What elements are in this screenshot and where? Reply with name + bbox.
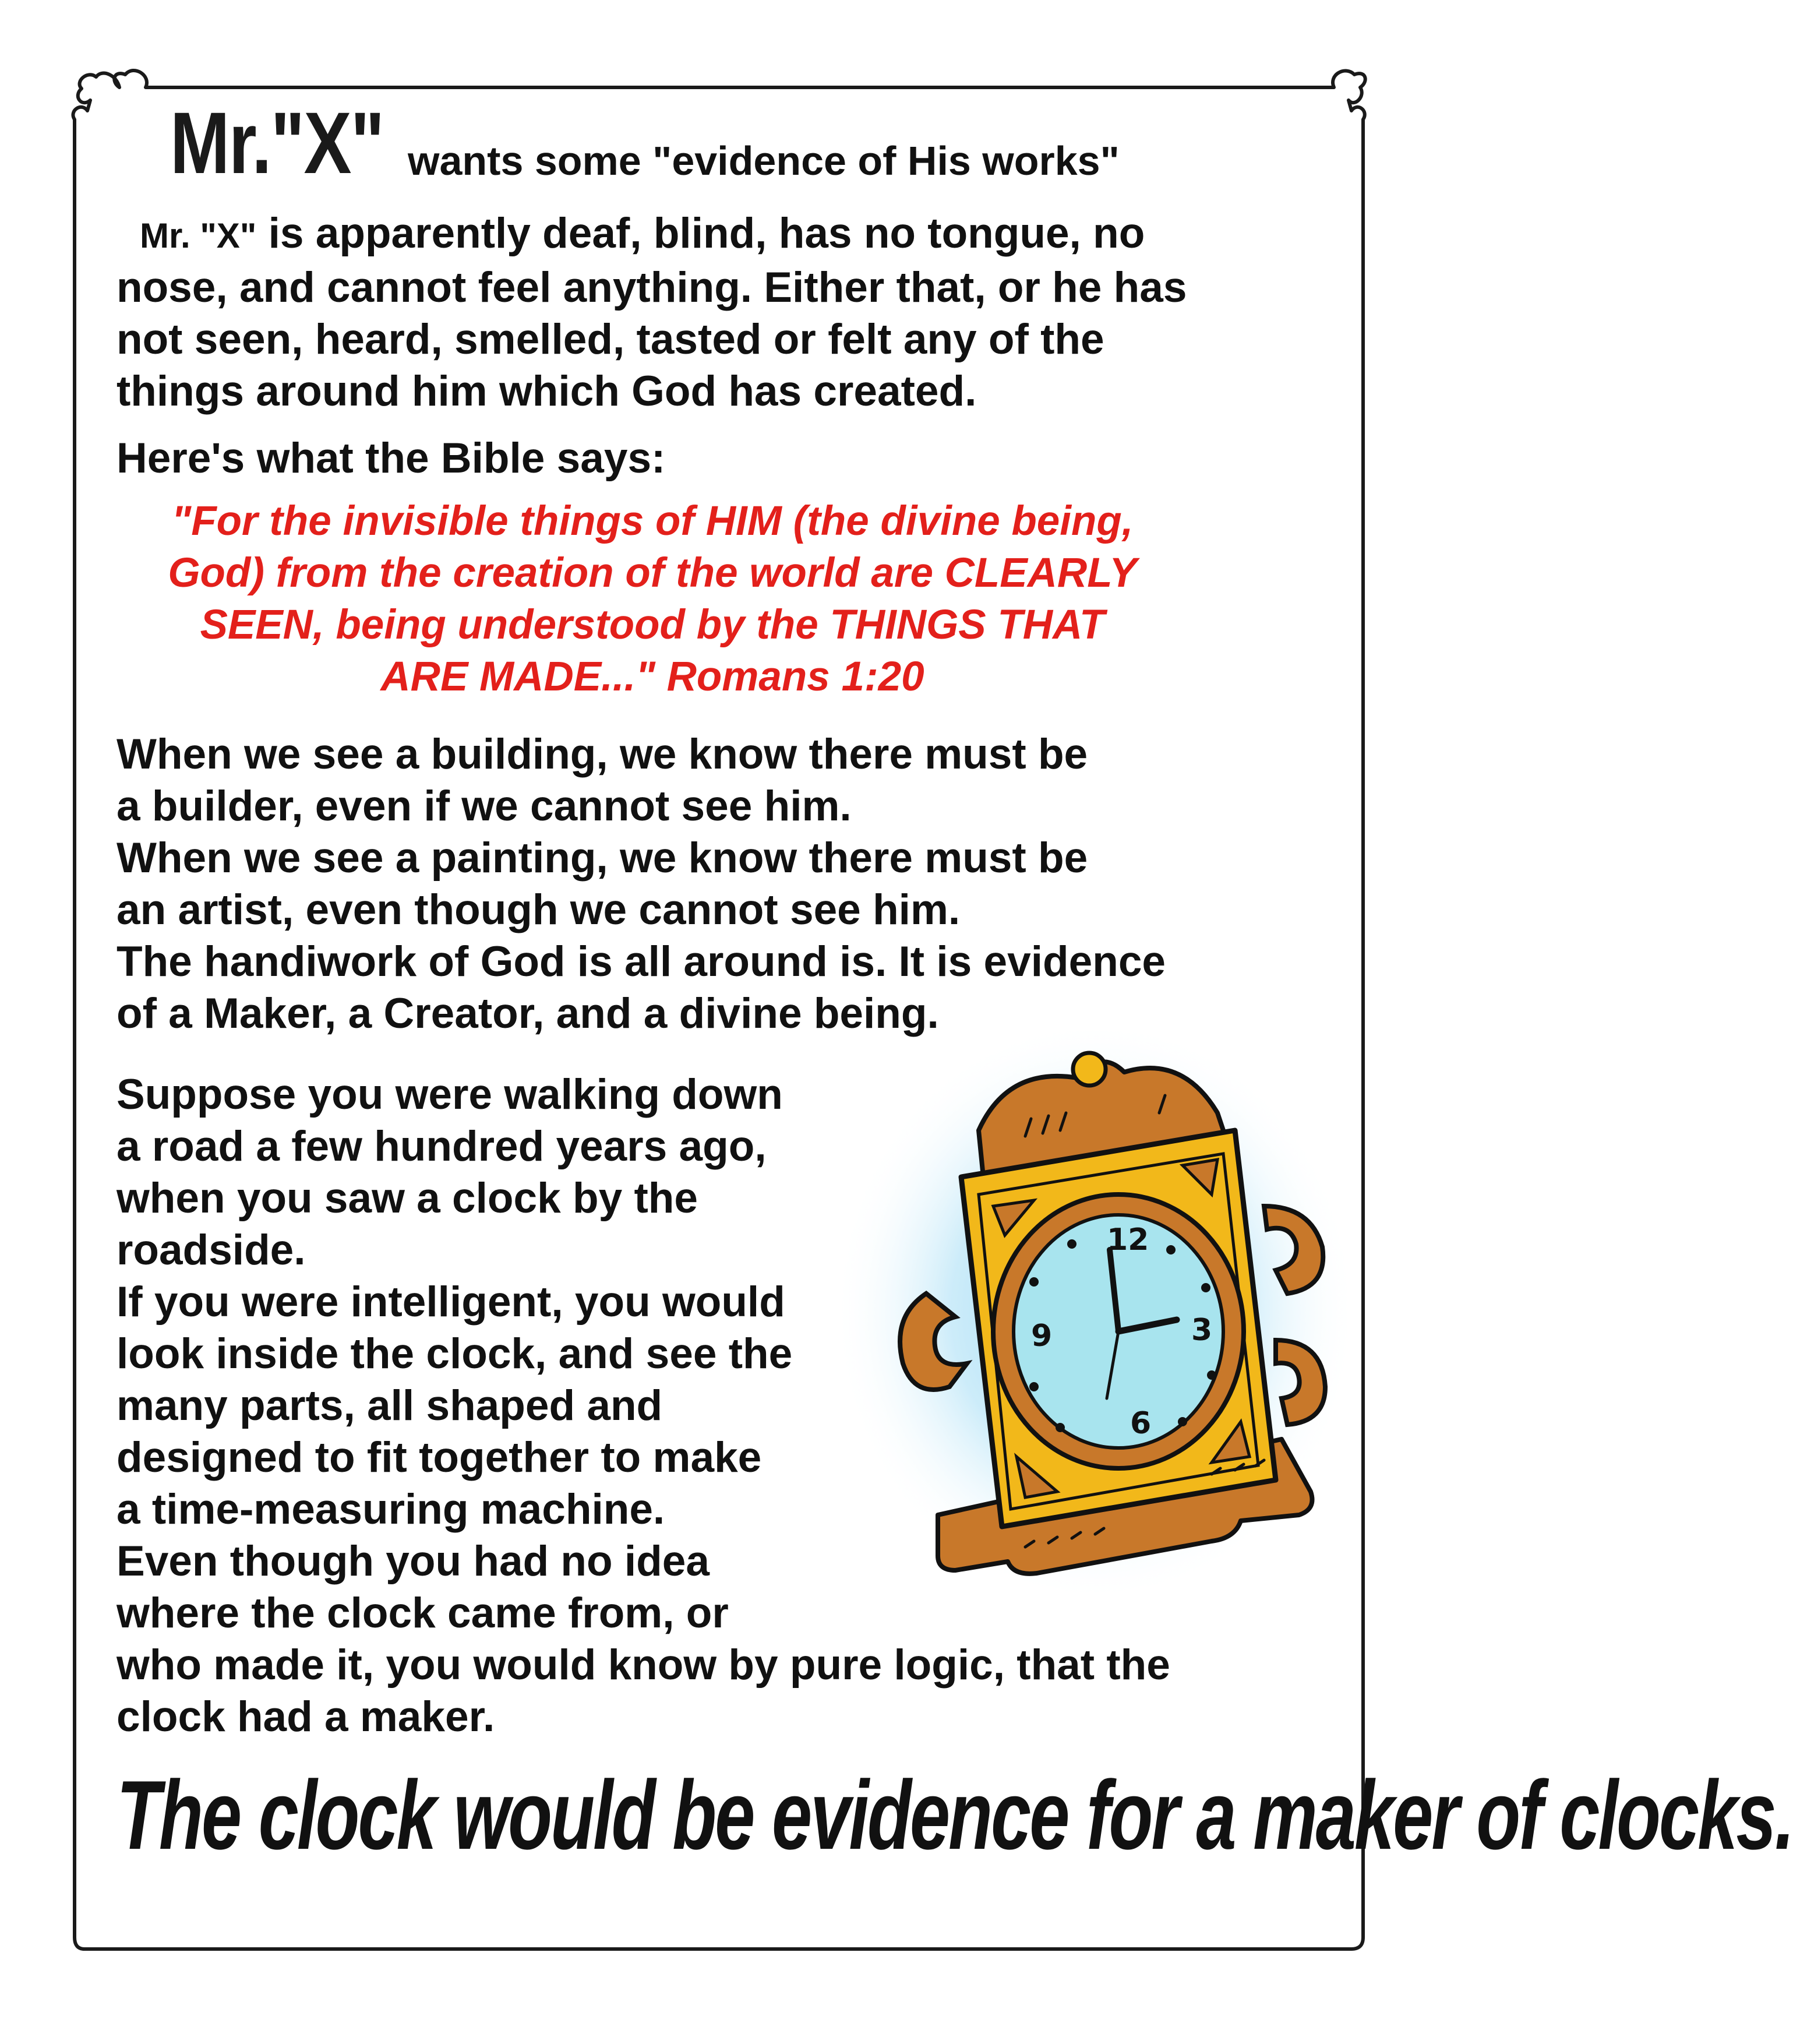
clock-story-paragraph bbox=[117, 1069, 1170, 1743]
conclusion-headline: The clock would be evidence for a maker of clocks. bbox=[117, 1760, 1793, 1870]
para2-line-6: of a Maker, a Creator, and a divine being. bbox=[117, 990, 939, 1037]
bible-heading: Here's what the Bible says: bbox=[117, 435, 666, 482]
bible-quote bbox=[140, 495, 1165, 703]
para3-line-7: many parts, all shaped and bbox=[117, 1382, 663, 1429]
intro-line-1 bbox=[117, 207, 1187, 262]
para2-line-1: When we see a building, we know there must be bbox=[117, 731, 1088, 778]
clock-numeral-3: 3 bbox=[1191, 1313, 1213, 1348]
quote-line-4: ARE MADE..." Romans 1:20 bbox=[380, 654, 924, 700]
para3-line-13: clock had a maker. bbox=[117, 1693, 495, 1740]
quote-line-1: "For the invisible things of HIM (the divine being, bbox=[171, 498, 1134, 544]
para2-line-3: When we see a painting, we know there must be bbox=[117, 834, 1088, 882]
para3-line-2: a road a few hundred years ago, bbox=[117, 1123, 767, 1170]
para3-line-12: who made it, you would know by pure logic, that the bbox=[117, 1641, 1170, 1689]
building-painting-paragraph bbox=[117, 728, 1166, 1039]
para3-line-6: look inside the clock, and see the bbox=[117, 1330, 793, 1377]
title-subtitle: wants some "evidence of His works" bbox=[408, 138, 1120, 184]
para2-line-4: an artist, even though we cannot see him. bbox=[117, 886, 961, 933]
para3-line-4: roadside. bbox=[117, 1227, 306, 1274]
para3-line-1: Suppose you were walking down bbox=[117, 1071, 783, 1118]
intro-lead: Mr. "X" bbox=[140, 216, 257, 255]
intro-line-4: things around him which God has created. bbox=[117, 368, 977, 415]
clock-numeral-6: 6 bbox=[1130, 1406, 1152, 1441]
clock-numeral-12: 12 bbox=[1107, 1222, 1149, 1257]
quote-line-3: SEEN, being understood by the THINGS THAT bbox=[200, 602, 1105, 648]
para3-line-3: when you saw a clock by the bbox=[117, 1175, 698, 1222]
clock-numeral-9: 9 bbox=[1031, 1319, 1053, 1354]
para2-line-5: The handiwork of God is all around is. It is evidence bbox=[117, 938, 1166, 985]
intro-line-1-text: is apparently deaf, blind, has no tongue, no bbox=[256, 210, 1145, 257]
para3-line-11: where the clock came from, or bbox=[117, 1590, 729, 1637]
intro-paragraph bbox=[117, 207, 1187, 417]
para3-line-8: designed to fit together to make bbox=[117, 1434, 762, 1481]
para3-line-9: a time-measuring machine. bbox=[117, 1486, 665, 1533]
intro-line-2: nose, and cannot feel anything. Either that, or he has bbox=[117, 264, 1187, 311]
title-name: Mr."X" bbox=[170, 94, 384, 192]
para3-line-10: Even though you had no idea bbox=[117, 1538, 710, 1585]
intro-line-3: not seen, heard, smelled, tasted or felt any of the bbox=[117, 316, 1104, 363]
para2-line-2: a builder, even if we cannot see him. bbox=[117, 783, 852, 830]
quote-line-2: God) from the creation of the world are CLEARLY bbox=[168, 550, 1137, 596]
para3-line-5: If you were intelligent, you would bbox=[117, 1278, 785, 1326]
